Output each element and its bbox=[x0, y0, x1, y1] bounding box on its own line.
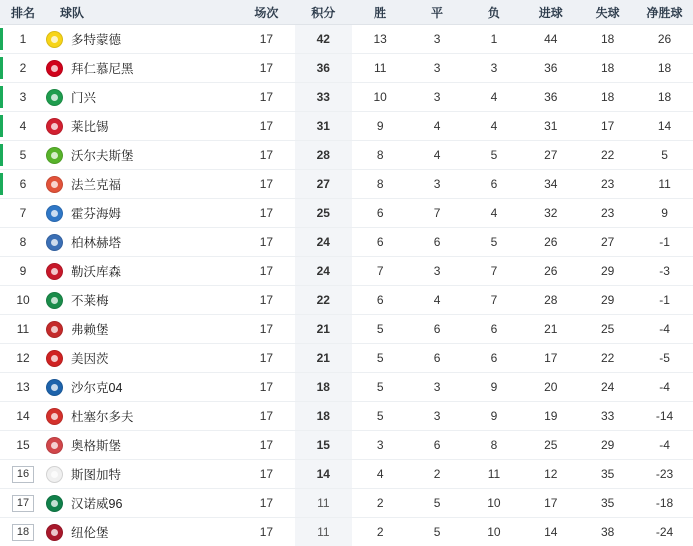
cell-team[interactable] bbox=[46, 170, 238, 199]
qualification-marker bbox=[0, 144, 3, 166]
cell-draw: 3 bbox=[409, 257, 466, 286]
cell-loss: 11 bbox=[466, 460, 523, 489]
team-crest-icon bbox=[46, 118, 63, 135]
team-crest-icon bbox=[46, 31, 63, 48]
table-row[interactable] bbox=[0, 228, 693, 257]
rank-value: 17 bbox=[12, 495, 34, 512]
cell-goals-for: 32 bbox=[522, 199, 579, 228]
cell-points: 31 bbox=[295, 112, 352, 141]
cell-win: 6 bbox=[352, 199, 409, 228]
cell-draw: 6 bbox=[409, 431, 466, 460]
cell-played: 17 bbox=[238, 286, 295, 315]
team-crest-icon bbox=[46, 437, 63, 454]
cell-loss: 6 bbox=[466, 315, 523, 344]
cell-goals-against: 22 bbox=[579, 344, 636, 373]
cell-points: 42 bbox=[295, 25, 352, 54]
team-name: 不莱梅 bbox=[71, 291, 109, 309]
cell-goals-against: 35 bbox=[579, 489, 636, 518]
cell-team[interactable] bbox=[46, 257, 238, 286]
cell-loss: 10 bbox=[466, 518, 523, 546]
table-row[interactable] bbox=[0, 54, 693, 83]
cell-points: 22 bbox=[295, 286, 352, 315]
cell-draw: 3 bbox=[409, 170, 466, 199]
cell-played: 17 bbox=[238, 344, 295, 373]
cell-win: 2 bbox=[352, 489, 409, 518]
column-header-goals-for: 进球 bbox=[522, 0, 579, 25]
cell-goal-diff: -14 bbox=[636, 402, 693, 431]
cell-goal-diff: 11 bbox=[636, 170, 693, 199]
table-row[interactable] bbox=[0, 170, 693, 199]
cell-goals-for: 17 bbox=[522, 344, 579, 373]
rank-value: 10 bbox=[16, 293, 29, 307]
cell-played: 17 bbox=[238, 25, 295, 54]
team-crest-icon bbox=[46, 147, 63, 164]
cell-goals-for: 34 bbox=[522, 170, 579, 199]
table-row[interactable] bbox=[0, 460, 693, 489]
team-name: 勒沃库森 bbox=[71, 262, 121, 280]
team-name: 斯图加特 bbox=[71, 465, 121, 483]
cell-points: 14 bbox=[295, 460, 352, 489]
cell-points: 24 bbox=[295, 228, 352, 257]
column-header-draw: 平 bbox=[409, 0, 466, 25]
cell-goal-diff: -3 bbox=[636, 257, 693, 286]
cell-rank bbox=[0, 83, 46, 112]
cell-goals-for: 31 bbox=[522, 112, 579, 141]
cell-loss: 8 bbox=[466, 431, 523, 460]
team-crest-icon bbox=[46, 292, 63, 309]
rank-value: 16 bbox=[12, 466, 34, 483]
qualification-marker bbox=[0, 173, 3, 195]
team-name: 奥格斯堡 bbox=[71, 436, 121, 454]
cell-draw: 4 bbox=[409, 286, 466, 315]
team-crest-icon bbox=[46, 379, 63, 396]
cell-loss: 4 bbox=[466, 83, 523, 112]
cell-goals-for: 27 bbox=[522, 141, 579, 170]
cell-draw: 3 bbox=[409, 402, 466, 431]
rank-value: 8 bbox=[20, 235, 27, 249]
cell-goals-against: 18 bbox=[579, 54, 636, 83]
table-row[interactable] bbox=[0, 112, 693, 141]
team-crest-icon bbox=[46, 89, 63, 106]
table-row[interactable] bbox=[0, 25, 693, 54]
cell-goal-diff: -23 bbox=[636, 460, 693, 489]
team-crest-icon bbox=[46, 350, 63, 367]
cell-points: 18 bbox=[295, 402, 352, 431]
table-body bbox=[0, 25, 693, 546]
cell-goals-against: 17 bbox=[579, 112, 636, 141]
team-crest-icon bbox=[46, 321, 63, 338]
cell-played: 17 bbox=[238, 402, 295, 431]
cell-goals-against: 23 bbox=[579, 199, 636, 228]
column-header-team: 球队 bbox=[46, 0, 238, 25]
team-name: 柏林赫塔 bbox=[71, 233, 121, 251]
team-crest-icon bbox=[46, 263, 63, 280]
cell-loss: 7 bbox=[466, 286, 523, 315]
cell-team[interactable] bbox=[46, 112, 238, 141]
team-crest-icon bbox=[46, 205, 63, 222]
team-name: 法兰克福 bbox=[71, 175, 121, 193]
table-row[interactable] bbox=[0, 286, 693, 315]
table-row[interactable] bbox=[0, 431, 693, 460]
team-crest-icon bbox=[46, 176, 63, 193]
cell-goal-diff: -1 bbox=[636, 286, 693, 315]
cell-goal-diff: -24 bbox=[636, 518, 693, 546]
cell-win: 6 bbox=[352, 286, 409, 315]
cell-loss: 4 bbox=[466, 112, 523, 141]
cell-loss: 7 bbox=[466, 257, 523, 286]
table-row[interactable] bbox=[0, 402, 693, 431]
cell-goals-against: 27 bbox=[579, 228, 636, 257]
team-crest-icon bbox=[46, 466, 63, 483]
rank-value: 3 bbox=[20, 90, 27, 104]
cell-win: 5 bbox=[352, 315, 409, 344]
rank-value: 15 bbox=[16, 438, 29, 452]
cell-draw: 4 bbox=[409, 141, 466, 170]
cell-draw: 6 bbox=[409, 344, 466, 373]
cell-draw: 5 bbox=[409, 518, 466, 546]
cell-draw: 3 bbox=[409, 25, 466, 54]
cell-win: 3 bbox=[352, 431, 409, 460]
cell-goals-against: 29 bbox=[579, 431, 636, 460]
cell-win: 8 bbox=[352, 170, 409, 199]
cell-win: 7 bbox=[352, 257, 409, 286]
team-crest-icon bbox=[46, 234, 63, 251]
cell-loss: 6 bbox=[466, 344, 523, 373]
cell-team[interactable] bbox=[46, 460, 238, 489]
cell-goals-for: 21 bbox=[522, 315, 579, 344]
cell-points: 36 bbox=[295, 54, 352, 83]
cell-points: 18 bbox=[295, 373, 352, 402]
cell-goals-against: 29 bbox=[579, 257, 636, 286]
cell-points: 33 bbox=[295, 83, 352, 112]
team-name: 杜塞尔多夫 bbox=[71, 407, 134, 425]
table-row[interactable] bbox=[0, 489, 693, 518]
cell-goals-against: 38 bbox=[579, 518, 636, 546]
table-row[interactable] bbox=[0, 518, 693, 546]
cell-goals-against: 23 bbox=[579, 170, 636, 199]
cell-team[interactable] bbox=[46, 199, 238, 228]
rank-value: 14 bbox=[16, 409, 29, 423]
team-name: 汉诺威96 bbox=[71, 494, 122, 512]
cell-played: 17 bbox=[238, 315, 295, 344]
team-name: 沙尔克04 bbox=[71, 378, 122, 396]
cell-loss: 3 bbox=[466, 54, 523, 83]
cell-win: 10 bbox=[352, 83, 409, 112]
cell-win: 5 bbox=[352, 402, 409, 431]
cell-played: 17 bbox=[238, 431, 295, 460]
cell-win: 5 bbox=[352, 344, 409, 373]
cell-loss: 10 bbox=[466, 489, 523, 518]
rank-value: 18 bbox=[12, 524, 34, 541]
cell-draw: 5 bbox=[409, 489, 466, 518]
cell-goal-diff: -4 bbox=[636, 373, 693, 402]
cell-played: 17 bbox=[238, 112, 295, 141]
cell-goals-against: 33 bbox=[579, 402, 636, 431]
cell-win: 6 bbox=[352, 228, 409, 257]
cell-rank bbox=[0, 170, 46, 199]
cell-draw: 6 bbox=[409, 315, 466, 344]
cell-goals-for: 26 bbox=[522, 257, 579, 286]
rank-value: 2 bbox=[20, 61, 27, 75]
header-row bbox=[0, 0, 693, 25]
team-name: 多特蒙德 bbox=[71, 30, 121, 48]
cell-played: 17 bbox=[238, 141, 295, 170]
cell-played: 17 bbox=[238, 373, 295, 402]
cell-win: 2 bbox=[352, 518, 409, 546]
cell-loss: 1 bbox=[466, 25, 523, 54]
cell-draw: 3 bbox=[409, 83, 466, 112]
column-header-points: 积分 bbox=[295, 0, 352, 25]
cell-goal-diff: 18 bbox=[636, 54, 693, 83]
cell-win: 11 bbox=[352, 54, 409, 83]
cell-points: 24 bbox=[295, 257, 352, 286]
cell-rank bbox=[0, 460, 46, 489]
cell-team[interactable] bbox=[46, 83, 238, 112]
cell-rank bbox=[0, 112, 46, 141]
cell-win: 9 bbox=[352, 112, 409, 141]
cell-rank bbox=[0, 373, 46, 402]
cell-goal-diff: 14 bbox=[636, 112, 693, 141]
cell-goals-for: 12 bbox=[522, 460, 579, 489]
cell-rank bbox=[0, 228, 46, 257]
cell-goals-for: 36 bbox=[522, 83, 579, 112]
cell-points: 28 bbox=[295, 141, 352, 170]
cell-team[interactable] bbox=[46, 489, 238, 518]
cell-points: 15 bbox=[295, 431, 352, 460]
cell-goals-for: 20 bbox=[522, 373, 579, 402]
cell-team[interactable] bbox=[46, 286, 238, 315]
qualification-marker bbox=[0, 86, 3, 108]
cell-goals-against: 24 bbox=[579, 373, 636, 402]
rank-value: 13 bbox=[16, 380, 29, 394]
table-row[interactable] bbox=[0, 373, 693, 402]
rank-value: 6 bbox=[20, 177, 27, 191]
table-row[interactable] bbox=[0, 344, 693, 373]
cell-rank bbox=[0, 286, 46, 315]
cell-rank bbox=[0, 518, 46, 546]
cell-goals-against: 25 bbox=[579, 315, 636, 344]
rank-value: 9 bbox=[20, 264, 27, 278]
rank-value: 7 bbox=[20, 206, 27, 220]
cell-goal-diff: 5 bbox=[636, 141, 693, 170]
cell-goals-for: 14 bbox=[522, 518, 579, 546]
cell-goals-for: 17 bbox=[522, 489, 579, 518]
cell-draw: 6 bbox=[409, 228, 466, 257]
team-name: 纽伦堡 bbox=[71, 523, 109, 541]
cell-draw: 7 bbox=[409, 199, 466, 228]
team-name: 拜仁慕尼黑 bbox=[71, 59, 134, 77]
cell-rank bbox=[0, 315, 46, 344]
cell-loss: 5 bbox=[466, 228, 523, 257]
team-crest-icon bbox=[46, 495, 63, 512]
team-crest-icon bbox=[46, 408, 63, 425]
cell-loss: 9 bbox=[466, 373, 523, 402]
team-name: 门兴 bbox=[71, 88, 96, 106]
team-name: 霍芬海姆 bbox=[71, 204, 121, 222]
cell-goals-for: 28 bbox=[522, 286, 579, 315]
cell-goals-against: 22 bbox=[579, 141, 636, 170]
cell-goals-against: 18 bbox=[579, 25, 636, 54]
cell-played: 17 bbox=[238, 518, 295, 546]
cell-draw: 3 bbox=[409, 54, 466, 83]
cell-goal-diff: -4 bbox=[636, 315, 693, 344]
cell-rank bbox=[0, 257, 46, 286]
cell-played: 17 bbox=[238, 257, 295, 286]
team-crest-icon bbox=[46, 60, 63, 77]
cell-played: 17 bbox=[238, 54, 295, 83]
table-header bbox=[0, 0, 693, 25]
cell-rank bbox=[0, 199, 46, 228]
cell-goal-diff: -1 bbox=[636, 228, 693, 257]
cell-played: 17 bbox=[238, 199, 295, 228]
column-header-win: 胜 bbox=[352, 0, 409, 25]
cell-team[interactable] bbox=[46, 54, 238, 83]
cell-played: 17 bbox=[238, 489, 295, 518]
table-row[interactable] bbox=[0, 257, 693, 286]
column-header-goals-against: 失球 bbox=[579, 0, 636, 25]
column-header-played: 场次 bbox=[238, 0, 295, 25]
cell-loss: 9 bbox=[466, 402, 523, 431]
cell-draw: 3 bbox=[409, 373, 466, 402]
cell-rank bbox=[0, 489, 46, 518]
cell-goal-diff: 26 bbox=[636, 25, 693, 54]
table-row[interactable] bbox=[0, 83, 693, 112]
cell-points: 27 bbox=[295, 170, 352, 199]
cell-goals-against: 35 bbox=[579, 460, 636, 489]
rank-value: 12 bbox=[16, 351, 29, 365]
cell-team[interactable] bbox=[46, 141, 238, 170]
team-name: 莱比锡 bbox=[71, 117, 109, 135]
cell-loss: 5 bbox=[466, 141, 523, 170]
cell-win: 4 bbox=[352, 460, 409, 489]
qualification-marker bbox=[0, 115, 3, 137]
cell-draw: 2 bbox=[409, 460, 466, 489]
cell-team[interactable] bbox=[46, 373, 238, 402]
cell-team[interactable] bbox=[46, 315, 238, 344]
rank-value: 5 bbox=[20, 148, 27, 162]
cell-team[interactable] bbox=[46, 344, 238, 373]
cell-goal-diff: -4 bbox=[636, 431, 693, 460]
cell-rank bbox=[0, 25, 46, 54]
cell-goals-against: 29 bbox=[579, 286, 636, 315]
qualification-marker bbox=[0, 57, 3, 79]
rank-value: 4 bbox=[20, 119, 27, 133]
cell-rank bbox=[0, 402, 46, 431]
cell-rank bbox=[0, 431, 46, 460]
column-header-rank: 排名 bbox=[0, 0, 46, 25]
cell-team[interactable] bbox=[46, 402, 238, 431]
cell-played: 17 bbox=[238, 170, 295, 199]
cell-loss: 6 bbox=[466, 170, 523, 199]
team-name: 沃尔夫斯堡 bbox=[71, 146, 134, 164]
cell-win: 8 bbox=[352, 141, 409, 170]
cell-goal-diff: -5 bbox=[636, 344, 693, 373]
cell-team[interactable] bbox=[46, 431, 238, 460]
cell-rank bbox=[0, 54, 46, 83]
team-name: 美因茨 bbox=[71, 349, 109, 367]
cell-goals-for: 44 bbox=[522, 25, 579, 54]
cell-rank bbox=[0, 344, 46, 373]
cell-team[interactable] bbox=[46, 25, 238, 54]
column-header-loss: 负 bbox=[466, 0, 523, 25]
cell-goals-for: 19 bbox=[522, 402, 579, 431]
cell-goal-diff: -18 bbox=[636, 489, 693, 518]
cell-win: 13 bbox=[352, 25, 409, 54]
cell-goals-for: 26 bbox=[522, 228, 579, 257]
team-name: 弗赖堡 bbox=[71, 320, 109, 338]
cell-team[interactable] bbox=[46, 228, 238, 257]
cell-draw: 4 bbox=[409, 112, 466, 141]
rank-value: 11 bbox=[17, 322, 29, 336]
table-row[interactable] bbox=[0, 199, 693, 228]
cell-loss: 4 bbox=[466, 199, 523, 228]
cell-played: 17 bbox=[238, 228, 295, 257]
cell-rank bbox=[0, 141, 46, 170]
cell-goals-for: 36 bbox=[522, 54, 579, 83]
cell-points: 25 bbox=[295, 199, 352, 228]
cell-team[interactable] bbox=[46, 518, 238, 546]
cell-played: 17 bbox=[238, 460, 295, 489]
table-row[interactable] bbox=[0, 141, 693, 170]
cell-played: 17 bbox=[238, 83, 295, 112]
cell-goals-against: 18 bbox=[579, 83, 636, 112]
cell-points: 21 bbox=[295, 315, 352, 344]
cell-points: 11 bbox=[295, 489, 352, 518]
cell-goal-diff: 18 bbox=[636, 83, 693, 112]
team-crest-icon bbox=[46, 524, 63, 541]
column-header-goal-diff: 净胜球 bbox=[636, 0, 693, 25]
table-row[interactable] bbox=[0, 315, 693, 344]
qualification-marker bbox=[0, 28, 3, 50]
cell-win: 5 bbox=[352, 373, 409, 402]
cell-points: 21 bbox=[295, 344, 352, 373]
cell-points: 11 bbox=[295, 518, 352, 546]
cell-goals-for: 25 bbox=[522, 431, 579, 460]
rank-value: 1 bbox=[20, 32, 27, 46]
cell-goal-diff: 9 bbox=[636, 199, 693, 228]
